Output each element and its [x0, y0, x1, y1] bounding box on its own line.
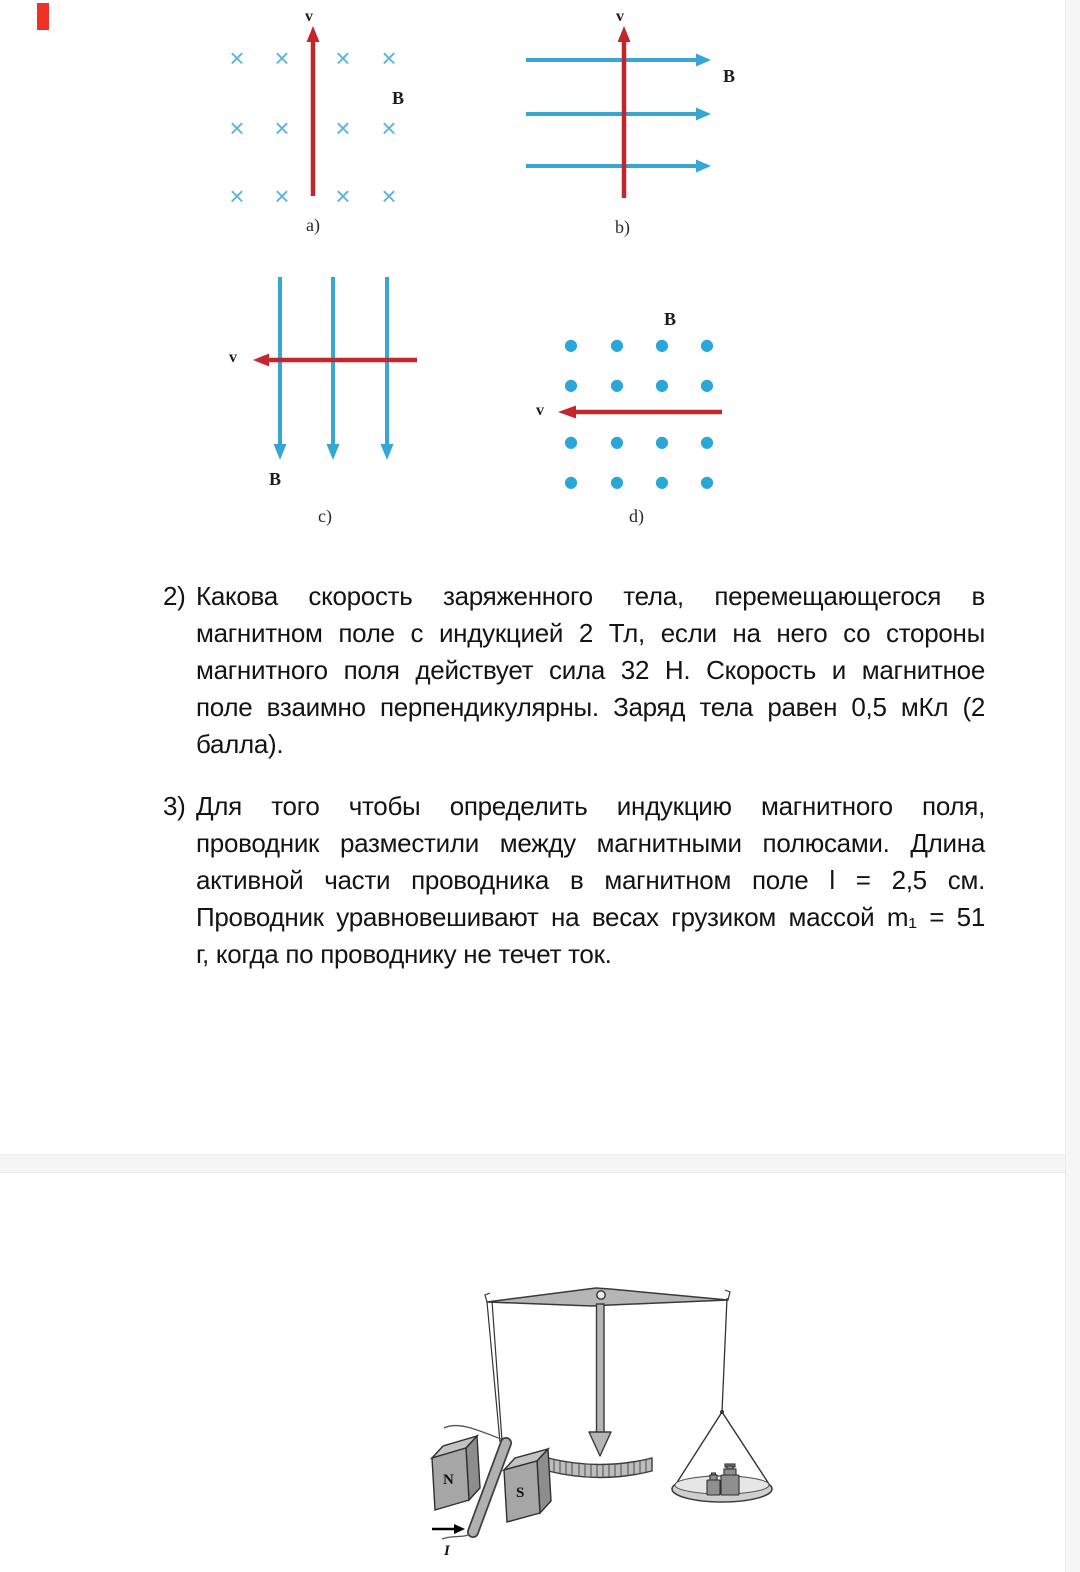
- text-line: проводник разместили между магнитными полюсами. Длина: [196, 828, 985, 858]
- cross-icon: ×: [274, 181, 290, 211]
- dot-icon: ●: [700, 432, 714, 451]
- field-label: B: [392, 88, 405, 108]
- problem-number: 2): [163, 581, 186, 611]
- cross-icon: ×: [335, 181, 351, 211]
- text-line: Для того чтобы определить индукцию магнитного поля,: [196, 791, 985, 821]
- diagram-c-caption: c): [318, 506, 332, 526]
- dot-icon: ●: [655, 375, 669, 394]
- dot-icon: ●: [564, 375, 578, 394]
- text-line: поле взаимно перпендикулярны. Заряд тела равен 0,5 мКл (2: [196, 692, 985, 722]
- dot-icon: ●: [700, 375, 714, 394]
- cross-icon: ×: [229, 181, 245, 211]
- velocity-label: v: [536, 402, 544, 419]
- dot-icon: ●: [655, 472, 669, 491]
- text-line: балла).: [196, 729, 284, 759]
- cross-icon: ×: [335, 43, 351, 73]
- cross-icon: ×: [381, 43, 397, 73]
- field-label: B: [269, 469, 282, 489]
- weights: [707, 1464, 739, 1495]
- text-line: активной части проводника в магнитном поле l = 2,5 см.: [196, 865, 985, 895]
- dot-icon: ●: [610, 472, 624, 491]
- dot-icon: ●: [564, 432, 578, 451]
- page-break-divider: [0, 1154, 1080, 1173]
- balance-scale-figure: [420, 1278, 800, 1572]
- problem-number: 3): [163, 791, 186, 821]
- dot-icon: ●: [564, 472, 578, 491]
- magnet-north: [432, 1436, 480, 1510]
- cross-icon: ×: [274, 113, 290, 143]
- south-pole-label: S: [516, 1485, 525, 1501]
- field-label: B: [664, 309, 677, 329]
- north-pole-label: N: [443, 1472, 454, 1488]
- dot-icon: ●: [700, 335, 714, 354]
- problem-3: [163, 788, 985, 973]
- text-line: Проводник уравновешивают на весах грузиком массой m₁ = 51: [196, 902, 985, 932]
- dot-icon: ●: [564, 335, 578, 354]
- text-line: магнитном поле с индукцией 2 Тл, если на него со стороны: [196, 618, 985, 648]
- diagram-b-arrows: [520, 22, 745, 204]
- dot-icon: ●: [655, 432, 669, 451]
- pan-string-knot: [720, 1410, 724, 1414]
- velocity-arrow-up-a: [300, 22, 326, 200]
- diagram-c-arrows: [245, 272, 425, 467]
- text-line: г, когда по проводнику не течет ток.: [196, 939, 612, 969]
- diagram-d-caption: d): [629, 506, 644, 526]
- cross-icon: ×: [335, 113, 351, 143]
- problem-2: [163, 578, 985, 763]
- cross-icon: ×: [381, 181, 397, 211]
- velocity-label: v: [305, 8, 313, 25]
- text-line: Какова скорость заряженного тела, перемещающегося в: [196, 581, 985, 611]
- magnet-south: [504, 1449, 551, 1522]
- cross-icon: ×: [229, 43, 245, 73]
- balance-beam: [487, 1288, 728, 1306]
- problem-text: [196, 578, 985, 763]
- current-arrow: [432, 1524, 465, 1534]
- dot-icon: ●: [610, 335, 624, 354]
- problem-text: [196, 788, 985, 973]
- dial-scale: [548, 1458, 652, 1478]
- pointer-needle: [597, 1304, 605, 1434]
- diagram-b-caption: b): [615, 217, 630, 237]
- page-edge-strip: [1065, 0, 1080, 1572]
- field-label: B: [723, 66, 736, 86]
- dot-icon: ●: [655, 335, 669, 354]
- right-string: [722, 1298, 727, 1412]
- cross-icon: ×: [274, 43, 290, 73]
- cross-icon: ×: [229, 113, 245, 143]
- red-marker: [37, 3, 49, 30]
- field-arrow-right: [526, 54, 711, 173]
- field-arrow-down: [274, 277, 394, 460]
- current-label: I: [444, 1543, 450, 1559]
- dot-icon: ●: [610, 375, 624, 394]
- velocity-arrow-left-d: [552, 400, 727, 424]
- diagram-a-caption: a): [306, 215, 320, 235]
- beam-hook-left: [485, 1293, 490, 1302]
- cross-icon: ×: [381, 113, 397, 143]
- dot-icon: ●: [610, 432, 624, 451]
- pointer-arrowhead: [589, 1432, 611, 1456]
- dot-icon: ●: [700, 472, 714, 491]
- velocity-label: v: [229, 349, 237, 366]
- text-line: магнитного поля действует сила 32 Н. Скорость и магнитное: [196, 655, 985, 685]
- beam-pivot: [597, 1291, 605, 1299]
- velocity-label: v: [616, 8, 624, 25]
